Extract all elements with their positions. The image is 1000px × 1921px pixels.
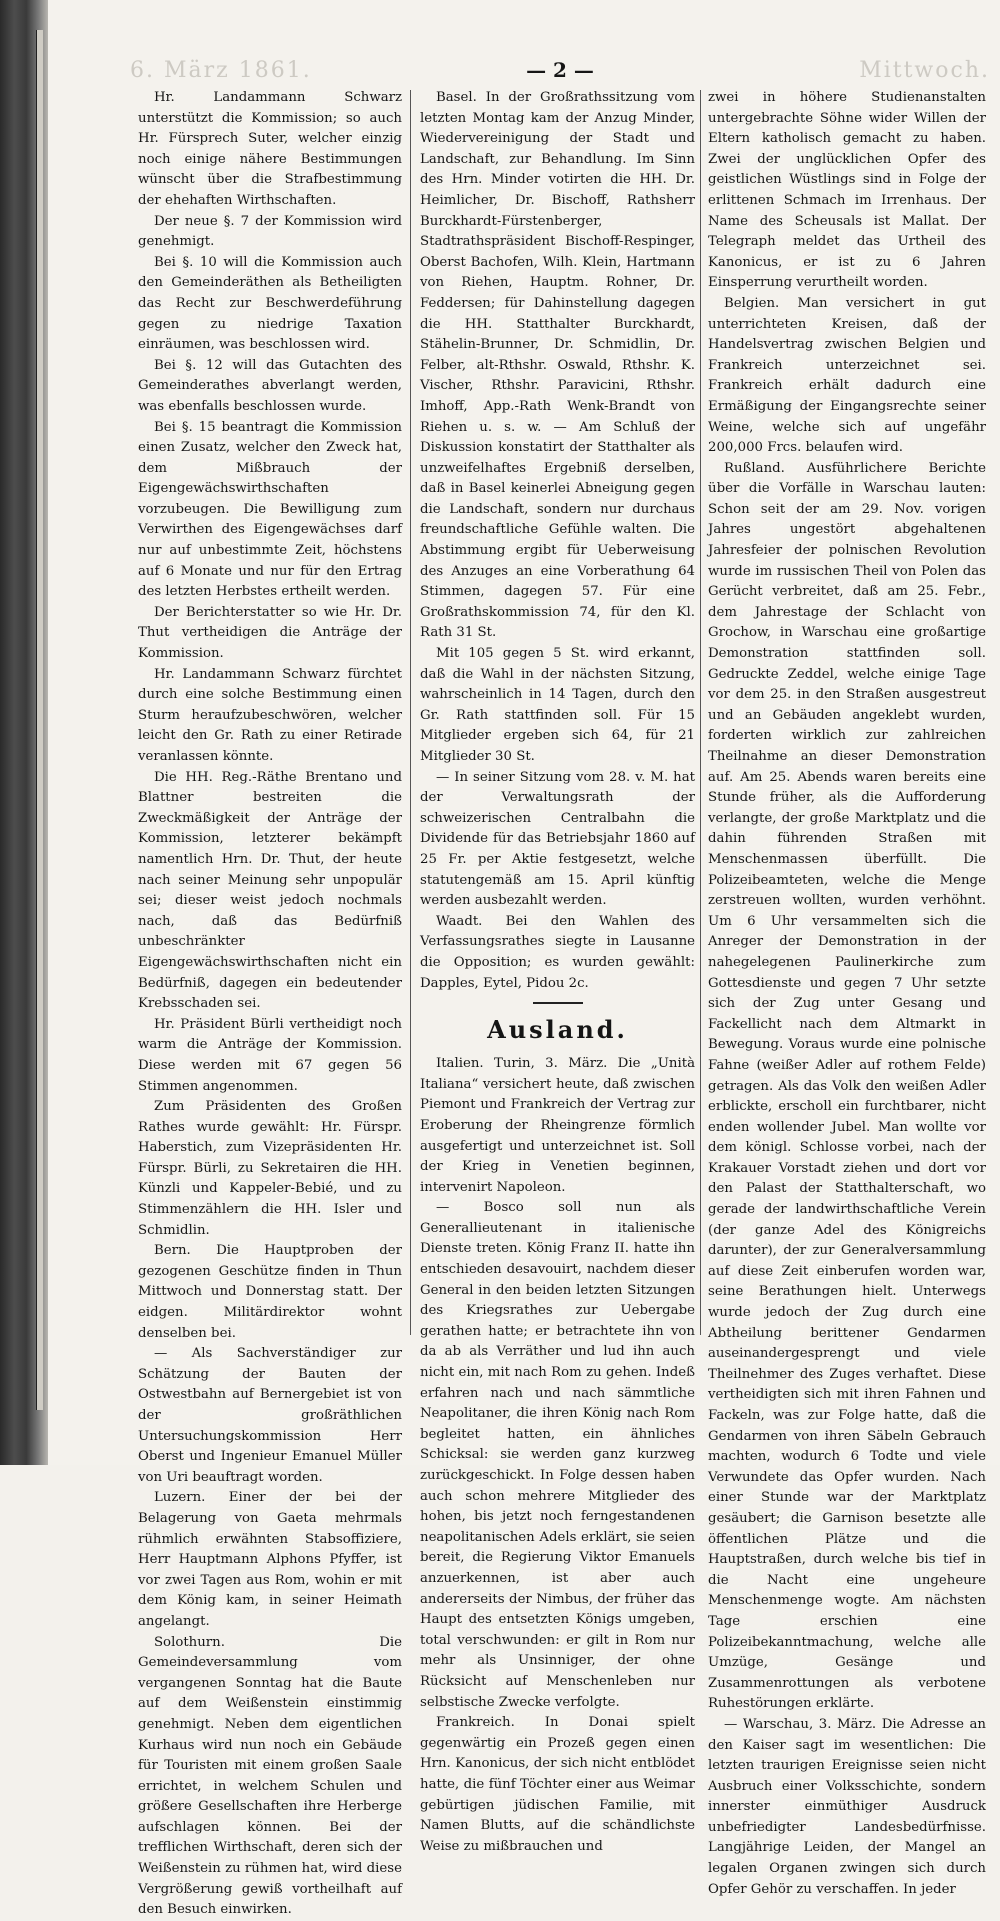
paragraph: Die HH. Reg.-Räthe Brentano und Blattner bestreiten die Zweckmäßigkeit der Anträge der Kommission, letzterer bekämpft namentlich Hrn. Dr. Thut, der heute nach seiner Meinung sehr unpopulär sei; dieser weist jedoch nochmals nach, daß das Bedürfniß unbeschränkter Eigengewächswirthschaften nicht ein Bedürfniß, dagegen ein bedeutender Krebsschaden sei. bbox=[138, 769, 402, 1012]
paragraph: Hr. Landammann Schwarz unterstützt die Kommission; so auch Hr. Fürsprech Suter, welcher einzig noch einige nähere Bestimmungen wünscht über die Strafbestimmung der ehehaften Wirthschaften. bbox=[138, 90, 402, 208]
paragraph: Bei §. 10 will die Kommission auch den Gemeinderäthen als Betheiligten das Recht zur Beschwerdeführung gegen zu niedrige Taxation einräumen, was beschlossen wird. bbox=[138, 254, 402, 353]
paragraph: Hr. Präsident Bürli vertheidigt noch warm die Anträge der Kommission. Diese werden mit 67 gegen 56 Stimmen angenommen. bbox=[138, 1016, 402, 1094]
bleed-text-right: Mittwoch. bbox=[859, 58, 990, 83]
column-1 bbox=[138, 88, 402, 1921]
paragraph: Bern. Die Hauptproben der gezogenen Geschütze finden in Thun Mittwoch und Donnerstag statt. Der eidgen. Militärdirektor wohnt denselben bei. bbox=[138, 1243, 402, 1341]
paragraph: Italien. Turin, 3. März. Die „Unità Italiana“ versichert heute, daß zwischen Piemont und Frankreich der Vertrag zur Eroberung der Rheingrenze förmlich ausgefertigt und unterzeichnet ist. Soll der Krieg in Venetien beginnen, intervenirt Napoleon. bbox=[420, 1056, 695, 1195]
paragraph: — Bosco soll nun als Generallieutenant in italienische Dienste treten. König Franz II. hatte ihn entschieden desavouirt, nachdem dieser General in den beiden letzten Sitzungen des Kriegsrathes zur Uebergabe gerathen hatte; er betrachtete ihn von da ab als Verräther und lud ihn auch nicht ein, mit nach Rom zu gehen. Indeß erfahren nach und nach sämmtliche Neapolitaner, die ihren König nach Rom begleitet hatten, ein ähnliches Schicksal: sie werden ganz kurzweg zurückgeschickt. In Folge dessen haben auch schon mehrere Mitglieder des hohen, bis jetzt noch ferngestandenen neapolitanischen Adels erklärt, sie seien bereit, die Regierung Viktor Emanuels anzuerkennen, ist aber auch andererseits der Nimbus, der früher das Haupt des entsetzten Königs umgeben, total verschwunden: er gilt in Rom nur mehr als Unsinniger, der ohne Rücksicht auf Menschenleben nur selbstische Zwecke verfolgte. bbox=[420, 1200, 695, 1710]
paragraph: Hr. Landammann Schwarz fürchtet durch eine solche Bestimmung einen Sturm heraufzubeschwören, welcher leicht den Gr. Rath zu einer Retirade veranlassen könnte. bbox=[138, 666, 402, 764]
page-edge bbox=[36, 30, 43, 1410]
paragraph: Rußland. Ausführlichere Berichte über die Vorfälle in Warschau lauten: Schon seit der am 29. Nov. vorigen Jahres ungestört abgehaltenen Jahresfeier der polnischen Revolution wurde im russischen Theil von Polen das Gerücht verbreitet, daß am 25. Febr., dem Jahrestage der Schlacht von Grochow, in Warschau eine großartige Demonstration stattfinden soll. Gedruckte Zeddel, welche einige Tage vor dem 25. in den Straßen ausgestreut und an Gebäuden angeklebt wurden, forderten wirklich zur zahlreichen Theilnahme an dieser Demonstration auf. Am 25. Abends waren bereits eine Stunde früher, als die Aufforderung verlangte, der große Marktplatz und die dahin führenden Straßen mit Menschenmassen überfüllt. Die Polizeibeamteten, welche die Menge zerstreuen wollten, wurden verhöhnt. Um 6 Uhr versammelten sich die Anreger der Demonstration in der nahegelegenen Paulinerkirche zum Gottesdienste und gegen 7 Uhr setzte sich der Zug unter Gesang und Fackellicht nach dem Altmarkt in Bewegung. Voraus wurde eine polnische Fahne (weißer Adler auf rothem Felde) getragen. Als das Volk den weißen Adler erblickte, erscholl ein furchtbarer, nicht enden wollender Jubel. Man wollte vor dem königl. Schlosse vorbei, nach der Krakauer Vorstadt ziehen und dort vor den Palast der Statthalterschaft, wo gerade der landwirthschaftliche Verein (der ganze Adel des Königreichs darunter), der zur Generalversammlung auf diese Zeit einberufen worden war, seine Berathungen hielt. Unterwegs wurde jedoch der Zug durch eine Abtheilung berittener Gendarmen auseinandergesprengt und viele Theilnehmer des Zuges verhaftet. Diese vertheidigten sich mit ihren Fahnen und Fackeln, was zur Folge hatte, daß die Gendarmen von ihren Säbeln Gebrauch machten, wodurch 6 Todte und viele Verwundete das Opfer wurden. Nach einer Stunde war der Marktplatz gesäubert; die Garnison besetzte alle öffentlichen Plätze und die Hauptstraßen, durch welche bis tief in die Nacht eine ungeheure Menschenmenge wogte. Am nächsten Tage erschien eine Polizeibekanntmachung, welche alle Umzüge, Gesänge und Zusammenrottungen als verbotene Ruhestörungen erklärte. bbox=[708, 460, 986, 1712]
column-2 bbox=[420, 88, 695, 1857]
paragraph: — Warschau, 3. März. Die Adresse an den Kaiser sagt im wesentlichen: Die letzten traurigen Ereignisse seien nicht Ausbruch einer Volksschichte, sondern innerster einmüthiger Ausdruck unbefriedigter Landesbedürfnisse. Langjährige Leiden, der Mangel an legalen Organen zwingen sich durch Opfer Gehör zu verschaffen. In jeder bbox=[708, 1716, 986, 1897]
paragraph: Bei §. 15 beantragt die Kommission einen Zusatz, welcher den Zweck hat, dem Mißbrauch der Eigengewächswirthschaften vorzubeugen. Die Bewilligung zum Verwirthen des Eigengewächses darf nur auf unbestimmte Zeit, höchstens auf 6 Monate und nur für den Ertrag des letzten Herbstes ertheilt werden. bbox=[138, 419, 402, 600]
paragraph: Der Berichterstatter so wie Hr. Dr. Thut vertheidigen die Anträge der Kommission. bbox=[138, 604, 402, 662]
column-3 bbox=[708, 88, 986, 1900]
column-divider bbox=[410, 90, 411, 1335]
paragraph: Mit 105 gegen 5 St. wird erkannt, daß die Wahl in der nächsten Sitzung, wahrscheinlich in 14 Tagen, durch den Gr. Rath stattfinden soll. Für 15 Mitglieder ergeben sich 64, für 21 Mitglieder 30 St. bbox=[420, 646, 695, 764]
paragraph: — In seiner Sitzung vom 28. v. M. hat der Verwaltungsrath der schweizerischen Centralbahn die Dividende für das Betriebsjahr 1860 auf 25 Fr. per Aktie festgesetzt, welche statutengemäß am 15. April künftig werden ausbezahlt werden. bbox=[420, 769, 695, 909]
paragraph: Luzern. Einer der bei der Belagerung von Gaeta mehrmals rühmlich erwähnten Stabsoffiziere, Herr Hauptmann Alphons Pfyffer, ist vor zwei Tagen aus Rom, wohin er mit dem König kam, in seiner Heimath angelangt. bbox=[138, 1490, 402, 1629]
paragraph: Waadt. Bei den Wahlen des Verfassungsrathes siegte in Lausanne die Opposition; es wurden gewählt: Dapples, Eytel, Pidou 2c. bbox=[420, 913, 695, 991]
paragraph: Frankreich. In Donai spielt gegenwärtig ein Prozeß gegen einen Hrn. Kanonicus, der sich nicht entblödet hatte, die fünf Töchter einer aus Weimar gebürtigen jüdischen Familie, mit Namen Blutts, auf die schändlichste Weise zu mißbrauchen und bbox=[420, 1715, 695, 1854]
column-divider bbox=[700, 90, 701, 1335]
bleed-text-left: 6. März 1861. bbox=[130, 58, 312, 83]
section-separator bbox=[533, 1002, 583, 1004]
paragraph: — Als Sachverständiger zur Schätzung der Bauten der Ostwestbahn auf Bernergebiet ist von der großräthlichen Untersuchungskommission Herr Oberst und Ingenieur Emanuel Müller von Uri beauftragt worden. bbox=[138, 1346, 402, 1485]
paragraph: zwei in höhere Studienanstalten untergebrachte Söhne wider Willen der Eltern katholisch gemacht zu haben. Zwei der unglücklichen Opfer des geistlichen Wüstlings sind in Folge der erlittenen Schmach im Irrenhaus. Der Name des Scheusals ist Mallat. Der Telegraph meldet das Urtheil des Kanonicus, er ist zu 6 Jahren Einsperrung verurtheilt worden. bbox=[708, 90, 986, 291]
paragraph: Bei §. 12 will das Gutachten des Gemeinderathes abverlangt werden, was ebenfalls beschlossen wurde. bbox=[138, 357, 402, 414]
paragraph: Solothurn. Die Gemeindeversammlung vom vergangenen Sonntag hat die Baute auf dem Weißenstein einstimmig genehmigt. Neben dem eigentlichen Kurhaus wird nun noch ein Gebäude für Touristen mit einem großen Saale errichtet, in welchem Schulen und größere Gesellschaften ihre Herberge aufschlagen können. Bei der trefflichen Wirthschaft, deren sich der Weißenstein zu rühmen hat, wird diese Vergrößerung gewiß vortheilhaft auf den Besuch einwirken. bbox=[138, 1634, 402, 1918]
page-number: — 2 — bbox=[526, 58, 594, 82]
paragraph: Belgien. Man versichert in gut unterrichteten Kreisen, daß der Handelsvertrag zwischen Belgien und Frankreich unterzeichnet sei. Frankreich erhält dadurch eine Ermäßigung der Eingangsrechte seiner Weine, welche sich auf ungefähr 200,000 Frcs. belaufen wird. bbox=[708, 295, 986, 456]
paragraph: Zum Präsidenten des Großen Rathes wurde gewählt: Hr. Fürspr. Haberstich, zum Vizepräsidenten Hr. Fürspr. Bürli, zu Sekretairen die HH. Künzli und Kappeler-Bebié, und zu Stimmenzählern die HH. Isler und Schmidlin. bbox=[138, 1099, 402, 1238]
paragraph: Basel. In der Großrathssitzung vom letzten Montag kam der Anzug Minder, Wiedervereinigung der Stadt und Landschaft, zur Behandlung. Im Sinn des Hrn. Minder votirten die HH. Dr. Heimlicher, Dr. Bischoff, Rathsherr Burckhardt-Fürstenberger, Stadtrathspräsident Bischoff-Respinger, Oberst Bachofen, Wilh. Klein, Hartmann von Riehen, Hauptm. Rohner, Dr. Feddersen; für Dahinstellung dagegen die HH. Statthalter Burckhardt, Stähelin-Brunner, Dr. Schmidlin, Dr. Felber, alt-Rthshr. Oswald, Rthshr. K. Vischer, Rthshr. Paravicini, Rthshr. Imhoff, App.-Rath Wenk-Brandt von Riehen u. s. w. — Am Schluß der Diskussion konstatirt der Statthalter als unzweifelhaftes Ergebniß derselben, daß in Basel keinerlei Abneigung gegen die Landschaft, sondern nur durchaus freundschaftliche Gefühle walten. Die Abstimmung ergibt für Ueberweisung des Anzuges an eine Vorberathung 64 Stimmen, dagegen 57. Für eine Großrathskommission 74, für den Kl. Rath 31 St. bbox=[420, 90, 695, 641]
section-title-ausland: Ausland. bbox=[487, 1015, 628, 1045]
paragraph: Der neue §. 7 der Kommission wird genehmigt. bbox=[138, 213, 402, 250]
